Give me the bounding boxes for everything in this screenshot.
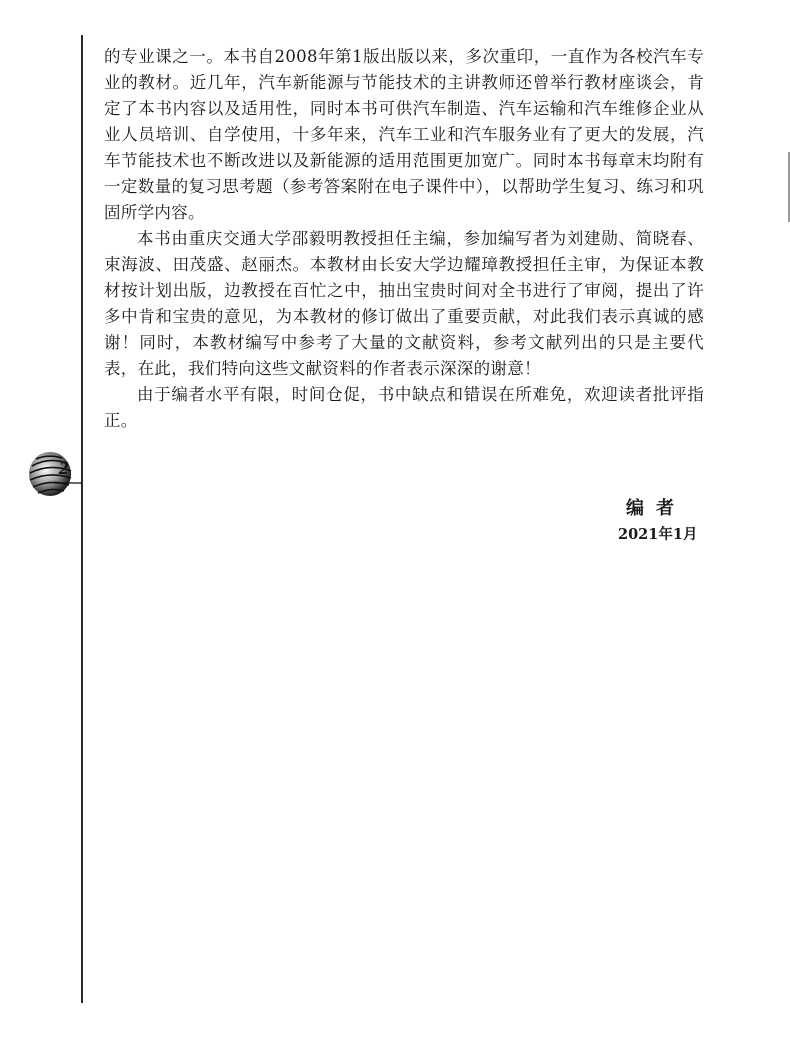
margin-rule — [81, 35, 83, 1003]
preface-body — [104, 44, 704, 434]
globe-swirl-icon — [26, 446, 86, 504]
signature-date: 2021年1月 — [618, 526, 698, 543]
page-number: 2 — [59, 458, 69, 479]
paragraph-continuation: 的专业课之一。本书自2008年第1版出版以来，多次重印，一直作为各校汽车专业的教材。近几年，汽车新能源与节能技术的主讲教师还曾举行教材座谈会，肯定了本书内容以及适用性，同时本书可供汽车制造、汽车运输和汽车维修企业从业人员培训、自学使用，十多年来，汽车工业和汽车服务业有了更大的发展，汽车节能技术也不断改进以及新能源的适用范围更加宽广。同时本书每章末均附有一定数量的复习思考题（参考答案附在电子课件中），以帮助学生复习、练习和巩固所学内容。 — [104, 47, 704, 222]
signature-editor: 编者 — [626, 498, 686, 519]
signature-block — [560, 496, 750, 546]
paragraph-closing: 由于编者水平有限，时间仓促，书中缺点和错误在所难免，欢迎读者批评指正。 — [104, 385, 704, 430]
page-number-badge — [26, 446, 86, 504]
paragraph-acknowledgements: 本书由重庆交通大学邵毅明教授担任主编，参加编写者为刘建勋、简晓春、束海波、田茂盛、赵丽杰。本教材由长安大学边耀璋教授担任主审，为保证本教材按计划出版，边教授在百忙之中，抽出宝贵时间对全书进行了审阅，提出了许多中肯和宝贵的意见，为本教材的修订做出了重要贡献，对此我们表示真诚的感谢！同时，本教材编写中参考了大量的文献资料，参考文献列出的只是主要代表，在此，我们特向这些文献资料的作者表示深深的谢意！ — [104, 229, 704, 378]
